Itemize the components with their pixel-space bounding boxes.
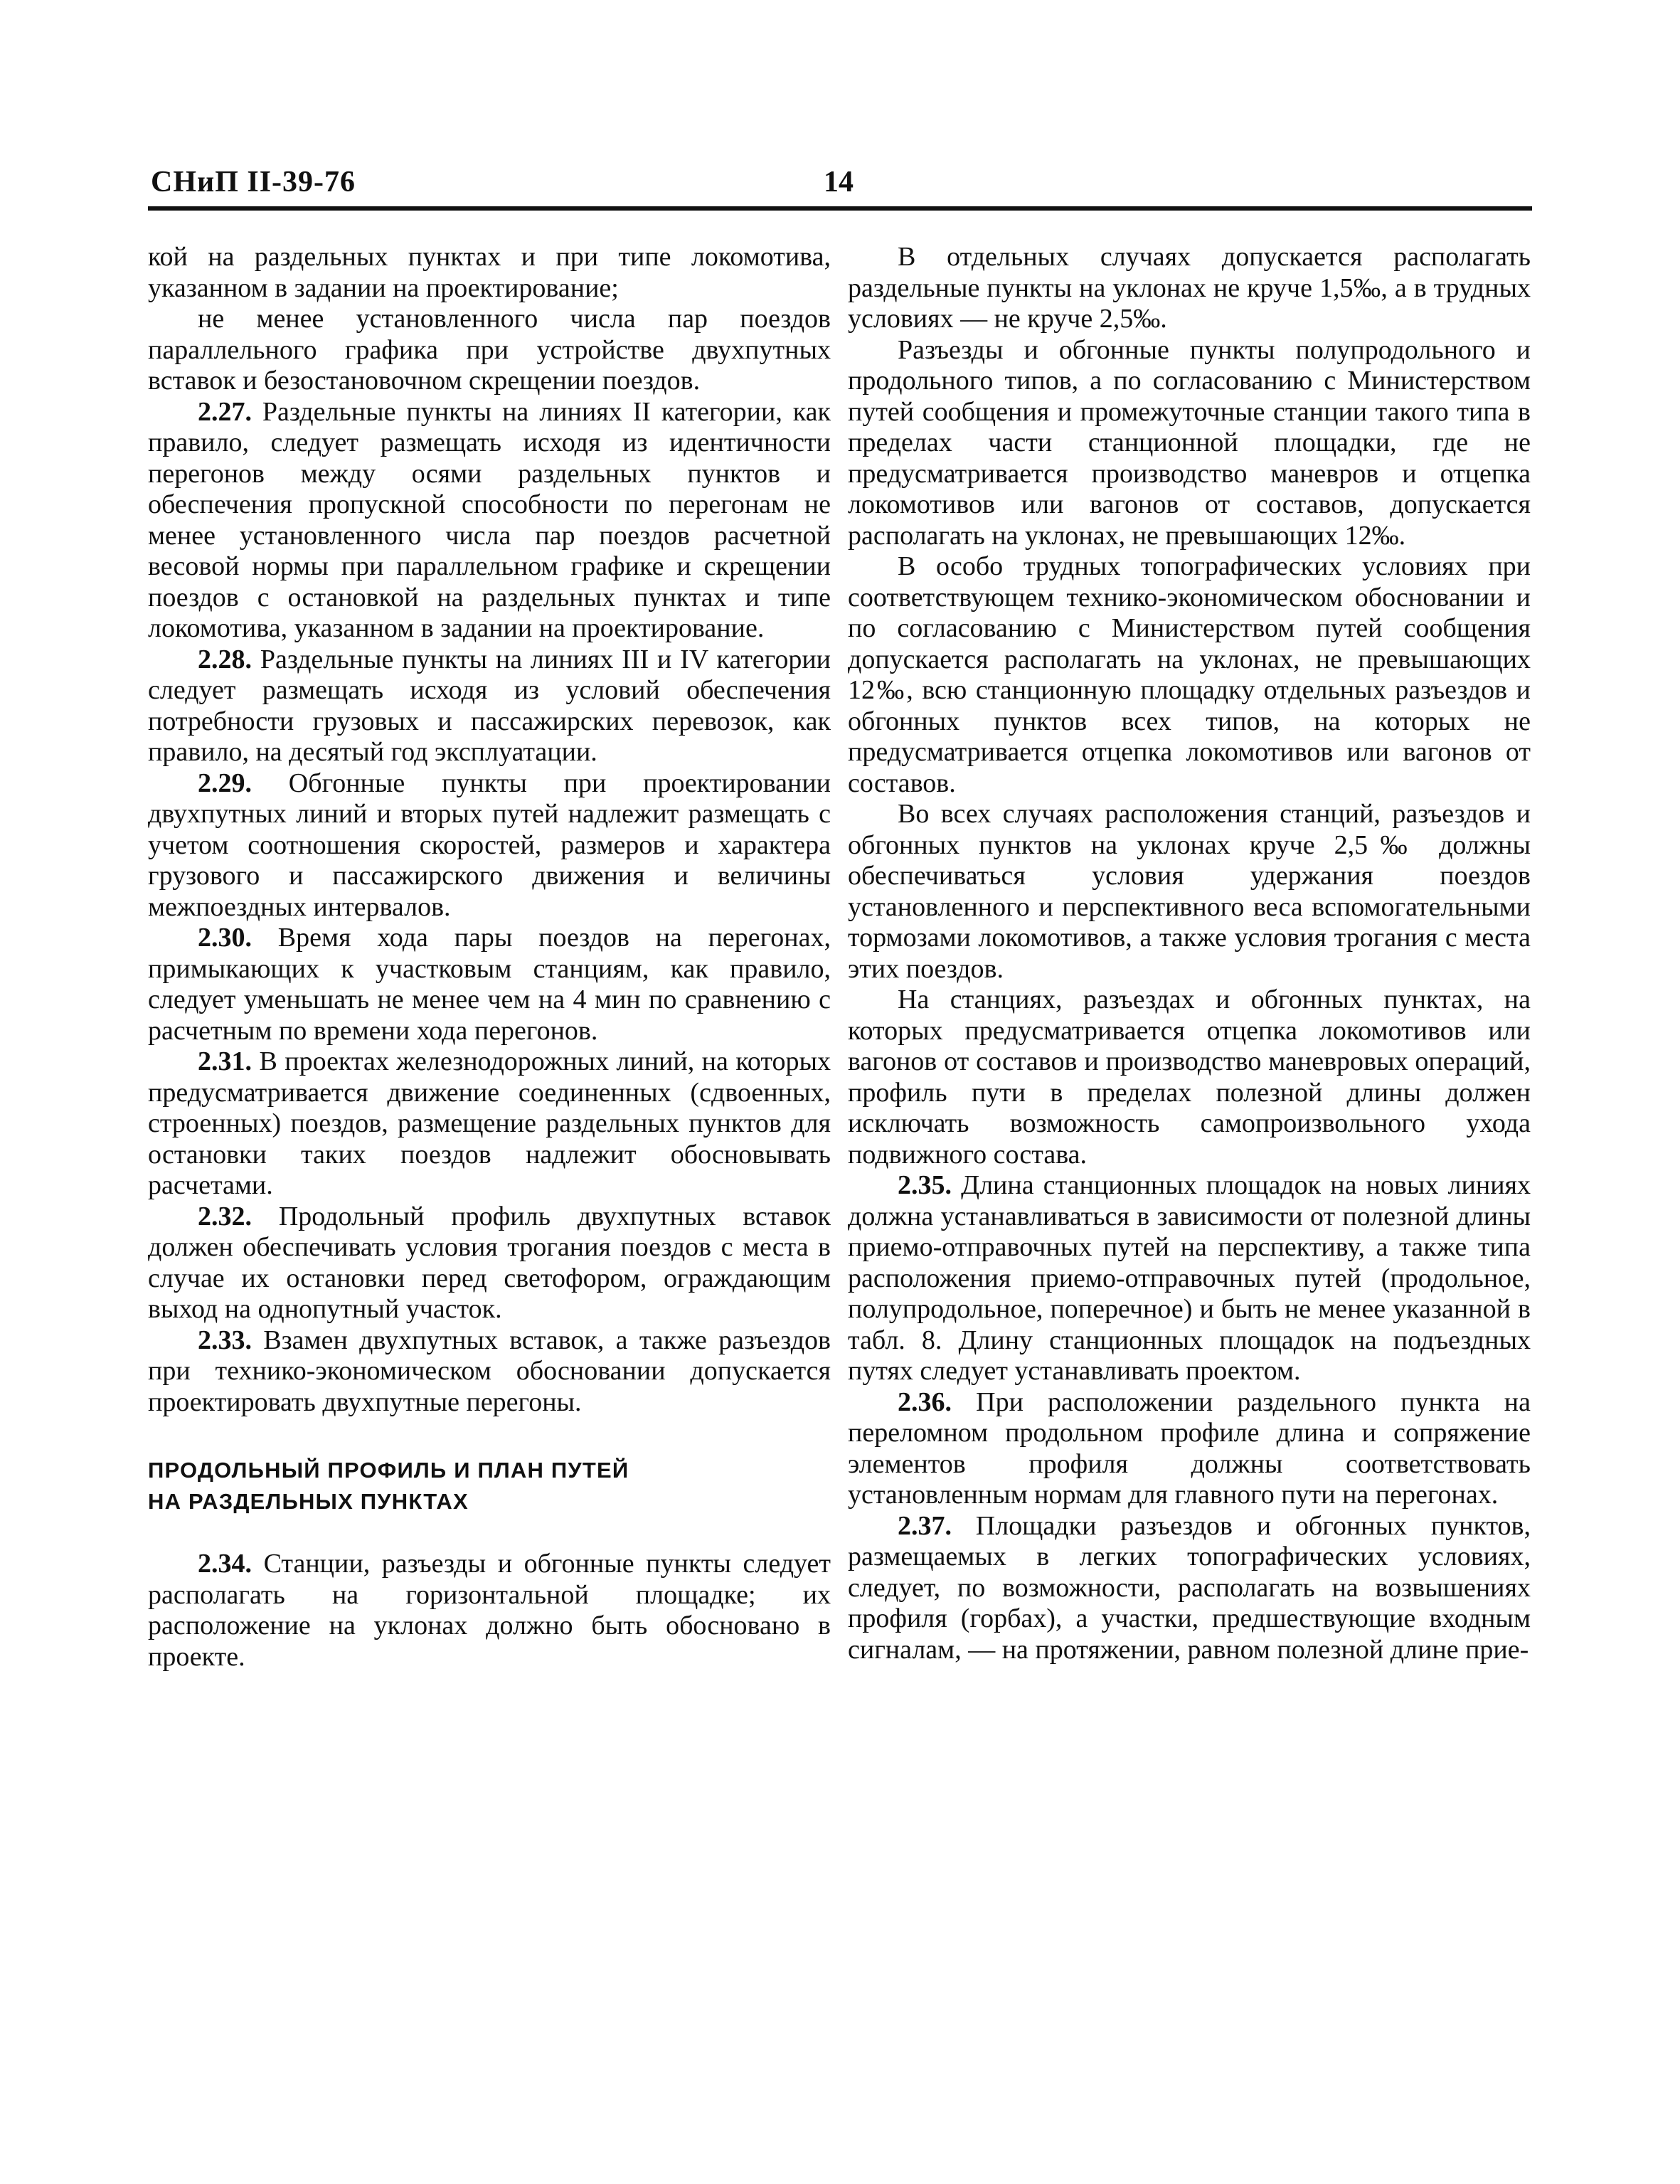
paragraph [148, 242, 831, 304]
paragraph-text: В особо трудных топографических условиях при соответствующем технико-экономическом обосновании и по согласованию с Министерством путей сообщения допускается располагать на уклонах, не превышающих 12‰, всю станционную площадку отдельных разъездов и обгонных пунктов всех типов, на которых не предусматривается отцепка локомотивов или вагонов от составов. [848, 551, 1531, 798]
section-heading-line: ПРОДОЛЬНЫЙ ПРОФИЛЬ И ПЛАН ПУТЕЙ [148, 1458, 629, 1483]
paragraph [848, 799, 1531, 985]
clause-number: 2.34. [198, 1549, 252, 1579]
paragraph-text: В отдельных случаях допускается располагать раздельные пункты на уклонах не круче 1,5‰, а в трудных условиях — не круче 2,5‰. [848, 242, 1531, 334]
paragraph [848, 242, 1531, 335]
paragraph-text: не менее установленного числа пар поездов параллельного графика при устройстве двухпутных вставок и безостановочном скрещении поездов. [148, 304, 831, 396]
paragraph [848, 551, 1531, 799]
paragraph-text: Обгонные пункты при проектировании двухпутных линий и вторых путей надлежит размещать с учетом соотношения скоростей, размеров и характера грузового и пассажирского движения и величины межпоездных интервалов. [148, 768, 831, 922]
paragraph [148, 923, 831, 1046]
clause-number: 2.29. [198, 768, 252, 798]
paragraph [148, 397, 831, 645]
paragraph-text: Длина станционных площадок на новых линиях должна устанавливаться в зависимости от полезной длины приемо-отправочных путей на перспективу, а также типа расположения приемо-отправочных путей (продольное, полупродольное, поперечное) и быть не менее указанной в табл. 8. Длину станционных площадок на подъездных путях следует устанавливать проектом. [848, 1170, 1531, 1386]
paragraph-text: Раздельные пункты на линиях II категории, как правило, следует размещать исходя из идентичности перегонов между осями раздельных пунктов и обеспечения пропускной способности по перегонам не менее установленного числа пар поездов расчетной весовой нормы при параллельном графике и скрещении поездов с остановкой на раздельных пунктах и типе локомотива, указанном в задании на проектирование. [148, 396, 831, 643]
left-column [148, 242, 831, 1673]
paragraph-text: На станциях, разъездах и обгонных пунктах, на которых предусматривается отцепка локомотивов или вагонов от составов и производство маневровых операций, профиль пути в пределах полезной длины должен исключать возможность самопроизвольного ухода подвижного состава. [848, 985, 1531, 1170]
clause-number: 2.37. [898, 1510, 952, 1541]
paragraph [148, 1549, 831, 1673]
clause-number: 2.35. [898, 1170, 952, 1200]
paragraph-text: Разъезды и обгонные пункты полупродольного и продольного типов, а по согласованию с Министерством путей сообщения и промежуточные станции такого типа в пределах части станционной площадки, где не предусматривается производство маневров и отцепка локомотивов или вагонов от составов, допускается располагать на уклонах, не превышающих 12‰. [848, 334, 1531, 551]
paragraph [148, 304, 831, 397]
clause-number: 2.36. [898, 1387, 952, 1417]
paragraph [148, 1202, 831, 1325]
paragraph [848, 985, 1531, 1170]
clause-number: 2.27. [198, 396, 252, 427]
header-rule [148, 206, 1532, 211]
paragraph [148, 768, 831, 923]
paragraph-text: Раздельные пункты на линиях III и IV категории следует размещать исходя из условий обеспечения потребности грузовых и пассажирских перевозок, как правило, на десятый год эксплуатации. [148, 644, 831, 767]
right-column [848, 242, 1531, 1665]
paragraph-text: Взамен двухпутных вставок, а также разъездов при технико-экономическом обосновании допускается проектировать двухпутные перегоны. [148, 1325, 831, 1417]
document-code: СНиП II-39-76 [151, 166, 356, 198]
paragraph-text: Продольный профиль двухпутных вставок должен обеспечивать условия трогания поездов с места в случае их остановки перед светофором, ограждающим выход на однопутный участок. [148, 1201, 831, 1324]
paragraph-text: Площадки разъездов и обгонных пунктов, размещаемых в легких топографических условиях, следует, по возможности, располагать на возвышениях профиля (горбах), а участки, предшествующие входным сигналам, — на протяжении, равном полезной длине прие- [848, 1510, 1531, 1665]
paragraph [848, 1387, 1531, 1511]
paragraph-text: Время хода пары поездов на перегонах, примыкающих к участковым станциям, как правило, следует уменьшать не менее чем на 4 мин по сравнению с расчетным по времени хода перегонов. [148, 923, 831, 1046]
paragraph [848, 1511, 1531, 1666]
paragraph-text: При расположении раздельного пункта на переломном продольном профиле длина и сопряжение элементов профиля должны соответствовать установленным нормам для главного пути на перегонах. [848, 1387, 1531, 1510]
section-heading-line: НА РАЗДЕЛЬНЫХ ПУНКТАХ [148, 1489, 469, 1514]
paragraph-text: Во всех случаях расположения станций, разъездов и обгонных пунктов на уклонах круче 2,5‰ должны обеспечиваться условия удержания поездов установленного и перспективного веса вспомогательными тормозами локомотивов, а также условия трогания с места этих поездов. [848, 799, 1531, 984]
paragraph-text: кой на раздельных пунктах и при типе локомотива, указанном в задании на проектирование; [148, 242, 831, 303]
paragraph [848, 1170, 1531, 1387]
paragraph-text: В проектах железнодорожных линий, на которых предусматривается движение соединенных (сдвоенных, строенных) поездов, размещение раздельных пунктов для остановки таких поездов надлежит обосновывать расчетами. [148, 1046, 831, 1200]
page-number: 14 [824, 166, 854, 198]
paragraph [848, 335, 1531, 552]
paragraph-text: Станции, разъезды и обгонные пункты следует располагать на горизонтальной площадке; их расположение на уклонах должно быть обосновано в проекте. [148, 1549, 831, 1672]
section-heading [148, 1455, 831, 1517]
clause-number: 2.30. [198, 923, 252, 953]
clause-number: 2.33. [198, 1325, 252, 1355]
clause-number: 2.32. [198, 1201, 252, 1231]
paragraph [148, 1325, 831, 1419]
paragraph [148, 1046, 831, 1202]
clause-number: 2.28. [198, 644, 252, 674]
paragraph [148, 645, 831, 768]
clause-number: 2.31. [198, 1046, 252, 1076]
